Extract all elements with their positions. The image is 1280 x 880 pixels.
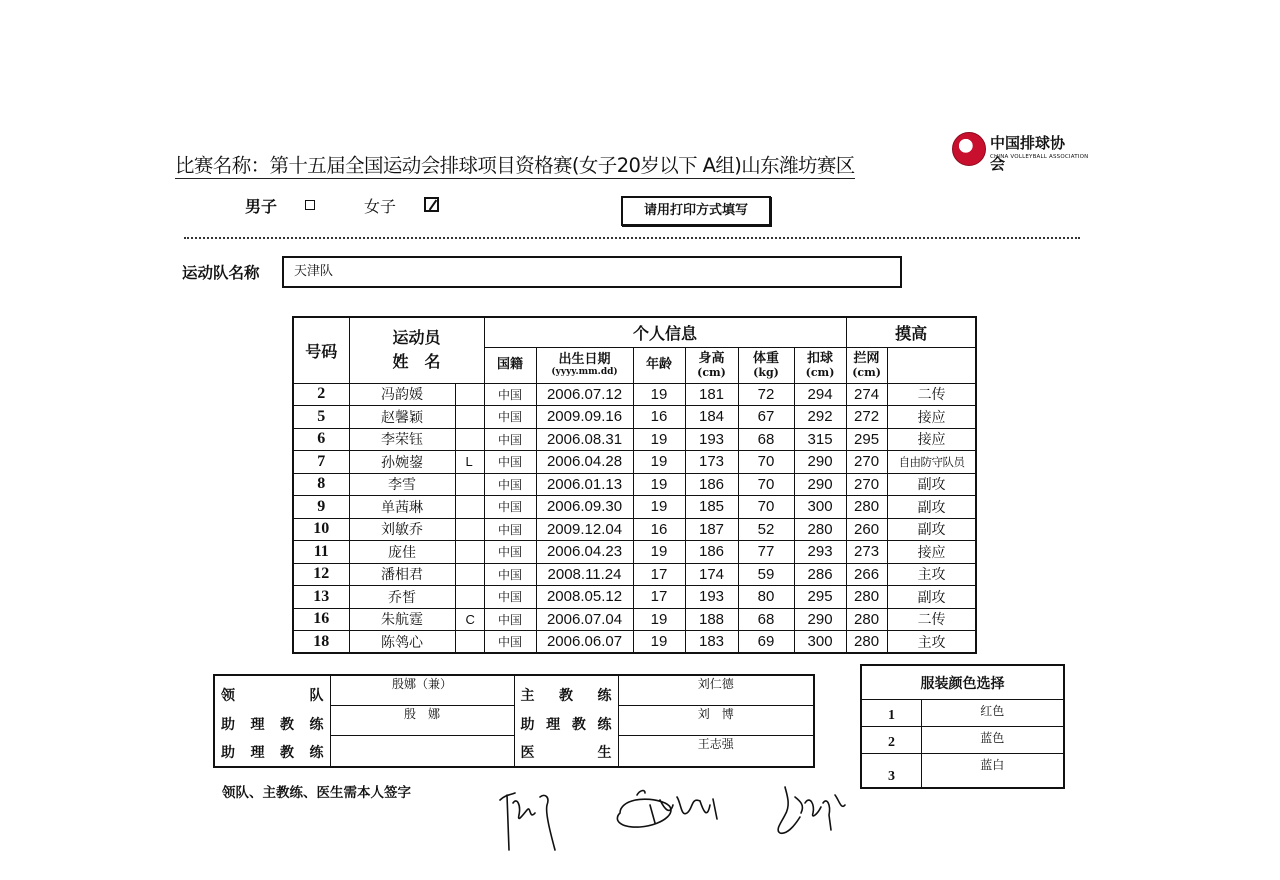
cell-age: 19	[633, 608, 685, 631]
cell-age: 19	[633, 383, 685, 406]
table-row	[293, 631, 976, 654]
association-logo	[950, 130, 1089, 173]
cell-role-mark	[455, 586, 484, 609]
cell-name: 李荣钰	[349, 428, 455, 451]
cell-weight: 59	[738, 563, 794, 586]
header-weight-label: 体重	[753, 350, 780, 366]
cell-weight: 68	[738, 428, 794, 451]
cell-name: 庞佳	[349, 541, 455, 564]
header-block-unit: (cm)	[852, 365, 881, 379]
cell-spike: 286	[794, 563, 846, 586]
volleyball-logo-icon	[952, 132, 986, 166]
staff-right-values	[618, 675, 814, 767]
cell-block: 280	[846, 608, 887, 631]
staff-left-labels	[214, 675, 330, 767]
cell-position: 自由防守队员	[887, 451, 976, 474]
uniform-option	[861, 727, 1064, 754]
male-label: 男子	[245, 197, 278, 216]
cell-role-mark	[455, 541, 484, 564]
cell-nationality: 中国	[484, 631, 536, 654]
cell-birthdate: 2006.08.31	[536, 428, 633, 451]
cell-age: 19	[633, 451, 685, 474]
cell-position: 副攻	[887, 518, 976, 541]
cell-height: 193	[685, 428, 738, 451]
cell-birthdate: 2006.04.28	[536, 451, 633, 474]
cell-role-mark: C	[455, 608, 484, 631]
cell-height: 185	[685, 496, 738, 519]
cell-height: 193	[685, 586, 738, 609]
logo-name-en: CHINA VOLLEYBALL ASSOCIATION	[990, 154, 1089, 160]
cell-name: 乔皙	[349, 586, 455, 609]
team-name-field[interactable]: 天津队	[282, 256, 902, 288]
label-head-coach: 主 教 练	[520, 688, 612, 704]
dotted-divider	[184, 237, 1080, 239]
handwritten-signatures-icon	[495, 775, 865, 855]
table-row	[293, 473, 976, 496]
female-label: 女子	[364, 197, 397, 216]
cell-height: 186	[685, 541, 738, 564]
cell-name: 潘相君	[349, 563, 455, 586]
female-checkbox-checked[interactable]	[424, 197, 439, 212]
cell-nationality: 中国	[484, 406, 536, 429]
cell-block: 260	[846, 518, 887, 541]
header-birthdate	[536, 347, 633, 383]
cell-block: 272	[846, 406, 887, 429]
cell-nationality: 中国	[484, 496, 536, 519]
cell-position: 副攻	[887, 586, 976, 609]
cell-height: 188	[685, 608, 738, 631]
cell-block: 274	[846, 383, 887, 406]
cell-block: 270	[846, 451, 887, 474]
table-row	[293, 518, 976, 541]
header-height-label: 身高	[698, 350, 725, 366]
uniform-option-color[interactable]: 红色	[921, 700, 1064, 727]
cell-role-mark	[455, 631, 484, 654]
cell-birthdate: 2006.01.13	[536, 473, 633, 496]
cell-number: 12	[293, 563, 349, 586]
header-athlete-name	[349, 317, 484, 383]
cell-weight: 67	[738, 406, 794, 429]
cell-name: 冯韵媛	[349, 383, 455, 406]
cell-name: 刘敏乔	[349, 518, 455, 541]
signature-note: 领队、主教练、医生需本人签字	[222, 785, 411, 801]
cell-position: 二传	[887, 608, 976, 631]
cell-position: 接应	[887, 406, 976, 429]
cell-number: 9	[293, 496, 349, 519]
uniform-option-color[interactable]: 蓝色	[921, 727, 1064, 754]
header-block	[846, 347, 887, 383]
cell-age: 19	[633, 473, 685, 496]
cell-spike: 290	[794, 451, 846, 474]
cell-role-mark	[455, 383, 484, 406]
cell-spike: 290	[794, 608, 846, 631]
cell-number: 2	[293, 383, 349, 406]
cell-number: 6	[293, 428, 349, 451]
cell-name: 朱航霆	[349, 608, 455, 631]
cell-birthdate: 2006.09.30	[536, 496, 633, 519]
label-assistant-coach-1: 助 理 教 练	[221, 717, 324, 733]
cell-height: 173	[685, 451, 738, 474]
cell-age: 19	[633, 496, 685, 519]
uniform-color-table	[860, 664, 1065, 789]
cell-block: 273	[846, 541, 887, 564]
header-weight-unit: (kg)	[753, 365, 779, 379]
cell-height: 186	[685, 473, 738, 496]
cell-block: 266	[846, 563, 887, 586]
cell-name: 李雪	[349, 473, 455, 496]
cell-birthdate: 2009.09.16	[536, 406, 633, 429]
cell-age: 17	[633, 586, 685, 609]
label-team-leader: 领 队	[221, 688, 324, 704]
header-spike	[794, 347, 846, 383]
cell-position: 主攻	[887, 631, 976, 654]
cell-spike: 293	[794, 541, 846, 564]
cell-birthdate: 2006.06.07	[536, 631, 633, 654]
cell-age: 16	[633, 518, 685, 541]
cell-position: 接应	[887, 428, 976, 451]
cell-spike: 294	[794, 383, 846, 406]
cell-nationality: 中国	[484, 473, 536, 496]
male-checkbox[interactable]	[305, 200, 315, 210]
label-assistant-coach-2: 助 理 教 练	[221, 745, 324, 761]
cell-weight: 52	[738, 518, 794, 541]
cell-position: 接应	[887, 541, 976, 564]
staff-left-values	[330, 675, 514, 767]
logo-name-cn: 中国排球协会	[990, 134, 1066, 173]
cell-spike: 315	[794, 428, 846, 451]
staff-table	[213, 674, 815, 768]
cell-spike: 280	[794, 518, 846, 541]
cell-role-mark	[455, 428, 484, 451]
header-spike-label: 扣球	[807, 350, 834, 366]
cell-weight: 70	[738, 451, 794, 474]
cell-number: 13	[293, 586, 349, 609]
cell-weight: 68	[738, 608, 794, 631]
staff-right-labels	[514, 675, 618, 767]
header-athlete-line2: 姓 名	[392, 352, 441, 372]
cell-weight: 72	[738, 383, 794, 406]
uniform-option	[861, 700, 1064, 727]
cell-position: 副攻	[887, 473, 976, 496]
watermark	[560, 868, 563, 879]
cell-nationality: 中国	[484, 451, 536, 474]
cell-position: 二传	[887, 383, 976, 406]
cell-spike: 300	[794, 631, 846, 654]
cell-birthdate: 2006.04.23	[536, 541, 633, 564]
header-number: 号码	[293, 317, 349, 383]
cell-nationality: 中国	[484, 518, 536, 541]
cell-role-mark	[455, 406, 484, 429]
header-nationality: 国籍	[484, 347, 536, 383]
cell-number: 8	[293, 473, 349, 496]
cell-age: 19	[633, 428, 685, 451]
cell-height: 181	[685, 383, 738, 406]
cell-weight: 70	[738, 496, 794, 519]
competition-title: 比赛名称：第十五届全国运动会排球项目资格赛(女子20岁以下 A组)山东潍坊赛区	[175, 154, 855, 177]
header-height-unit: (cm)	[697, 365, 726, 379]
uniform-option-number: 1	[861, 700, 921, 727]
cell-weight: 80	[738, 586, 794, 609]
uniform-option-number: 2	[861, 727, 921, 754]
cell-number: 10	[293, 518, 349, 541]
value-assistant-coach-3[interactable]: 刘 博	[619, 706, 814, 736]
cell-block: 280	[846, 496, 887, 519]
cell-name: 陈鸰心	[349, 631, 455, 654]
table-row	[293, 406, 976, 429]
table-row	[293, 608, 976, 631]
header-birthdate-format: (yyyy.mm.dd)	[551, 367, 618, 377]
print-notice-box: 请用打印方式填写	[621, 196, 771, 226]
roster-table	[292, 316, 977, 654]
cell-number: 18	[293, 631, 349, 654]
label-assistant-coach-3: 助 理 教 练	[520, 717, 612, 733]
cell-birthdate: 2006.07.04	[536, 608, 633, 631]
cell-nationality: 中国	[484, 608, 536, 631]
header-block-label: 拦网	[853, 350, 880, 366]
cell-nationality: 中国	[484, 383, 536, 406]
cell-number: 5	[293, 406, 349, 429]
cell-age: 17	[633, 563, 685, 586]
header-reach: 摸高	[846, 317, 976, 347]
cell-birthdate: 2006.07.12	[536, 383, 633, 406]
cell-block: 295	[846, 428, 887, 451]
cell-birthdate: 2008.11.24	[536, 563, 633, 586]
cell-role-mark	[455, 563, 484, 586]
cell-spike: 292	[794, 406, 846, 429]
uniform-option-color[interactable]: 蓝白	[921, 754, 1064, 788]
roster-body	[293, 383, 976, 653]
cell-block: 280	[846, 586, 887, 609]
cell-name: 赵馨颖	[349, 406, 455, 429]
cell-height: 174	[685, 563, 738, 586]
table-row	[293, 541, 976, 564]
cell-height: 183	[685, 631, 738, 654]
cell-role-mark	[455, 473, 484, 496]
cell-age: 19	[633, 631, 685, 654]
cell-role-mark	[455, 518, 484, 541]
cell-age: 16	[633, 406, 685, 429]
header-height	[685, 347, 738, 383]
uniform-option-number: 3	[861, 754, 921, 788]
cell-spike: 300	[794, 496, 846, 519]
header-personal-info: 个人信息	[484, 317, 846, 347]
cell-height: 187	[685, 518, 738, 541]
table-row	[293, 586, 976, 609]
cell-nationality: 中国	[484, 428, 536, 451]
cell-height: 184	[685, 406, 738, 429]
cell-role-mark: L	[455, 451, 484, 474]
label-doctor: 医 生	[520, 745, 612, 761]
team-name-label: 运动队名称	[182, 264, 260, 282]
cell-nationality: 中国	[484, 586, 536, 609]
cell-role-mark	[455, 496, 484, 519]
cell-name: 孙婉鋆	[349, 451, 455, 474]
table-row	[293, 451, 976, 474]
uniform-color-title: 服装颜色选择	[861, 665, 1064, 700]
cell-birthdate: 2008.05.12	[536, 586, 633, 609]
value-head-coach[interactable]: 刘仁德	[619, 676, 814, 706]
cell-birthdate: 2009.12.04	[536, 518, 633, 541]
table-row	[293, 496, 976, 519]
header-birthdate-label: 出生日期	[558, 352, 611, 367]
cell-spike: 295	[794, 586, 846, 609]
cell-number: 16	[293, 608, 349, 631]
cell-weight: 69	[738, 631, 794, 654]
cell-number: 7	[293, 451, 349, 474]
uniform-option	[861, 754, 1064, 788]
cell-weight: 77	[738, 541, 794, 564]
value-team-leader[interactable]: 殷娜（兼）	[331, 676, 514, 706]
cell-position: 副攻	[887, 496, 976, 519]
header-age: 年龄	[633, 347, 685, 383]
cell-nationality: 中国	[484, 563, 536, 586]
cell-block: 270	[846, 473, 887, 496]
cell-number: 11	[293, 541, 349, 564]
table-row	[293, 563, 976, 586]
cell-block: 280	[846, 631, 887, 654]
cell-weight: 70	[738, 473, 794, 496]
cell-nationality: 中国	[484, 541, 536, 564]
cell-spike: 290	[794, 473, 846, 496]
header-spike-unit: (cm)	[805, 365, 835, 379]
cell-age: 19	[633, 541, 685, 564]
cell-position: 主攻	[887, 563, 976, 586]
header-athlete-line1: 运动员	[392, 328, 441, 348]
value-doctor[interactable]: 王志强	[697, 737, 734, 751]
value-assistant-coach-2[interactable]	[331, 736, 514, 765]
cell-name: 单茜琳	[349, 496, 455, 519]
header-weight	[738, 347, 794, 383]
table-row	[293, 383, 976, 406]
value-assistant-coach-1[interactable]: 殷 娜	[331, 706, 514, 736]
table-row	[293, 428, 976, 451]
